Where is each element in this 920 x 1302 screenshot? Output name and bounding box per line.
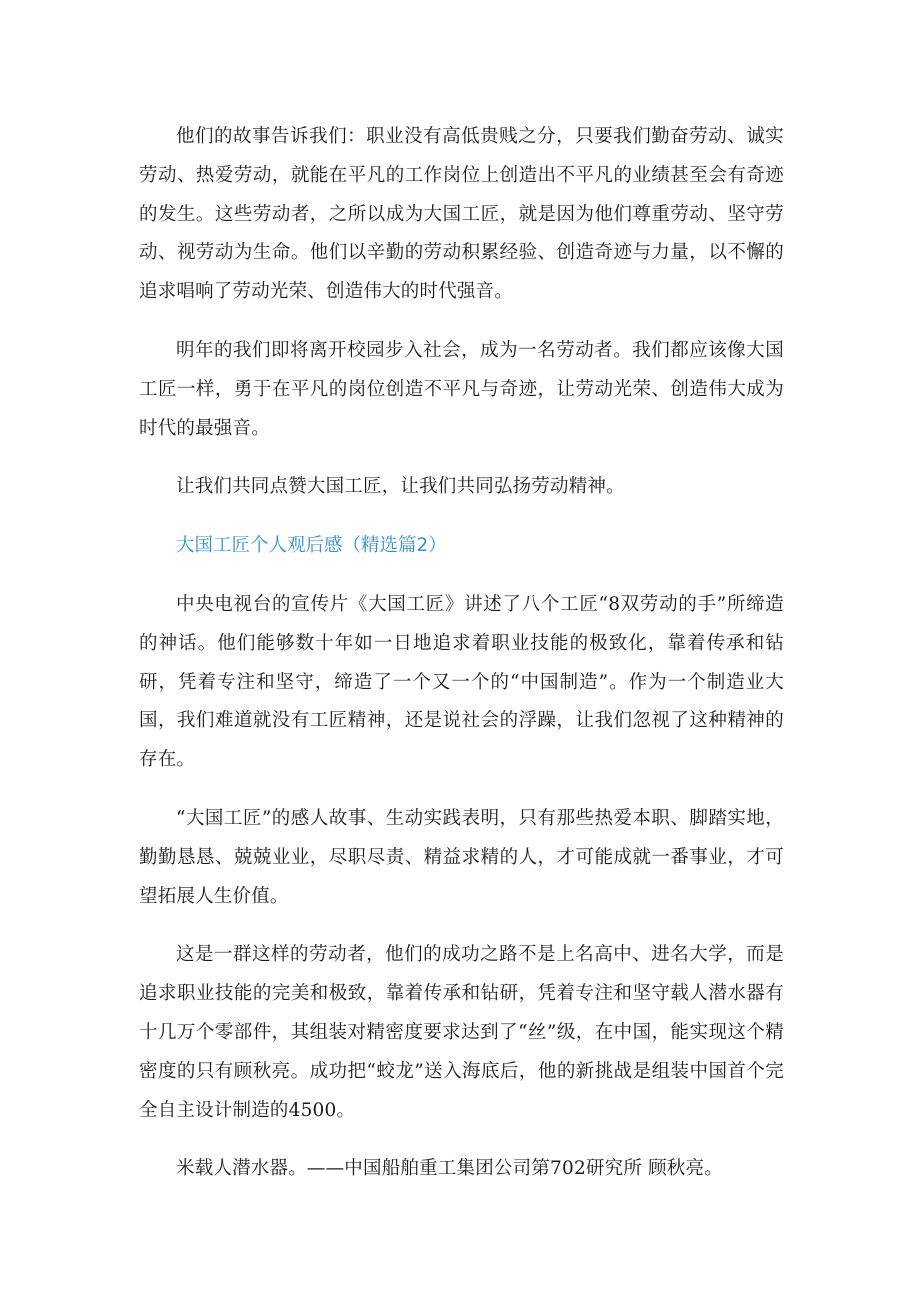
- paragraph-next-year: 明年的我们即将离开校园步入社会，成为一名劳动者。我们都应该像大国工匠一样，勇于在平凡的岗位创造不平凡与奇迹，让劳动光荣、创造伟大成为时代的最强音。: [139, 339, 784, 439]
- paragraph-spacer: [139, 566, 784, 586]
- paragraph-spacer: [139, 312, 784, 332]
- paragraph-spacer: [139, 507, 784, 527]
- paragraph-spacer: [139, 448, 784, 468]
- paragraph-touching-story: “大国工匠”的感人故事、生动实践表明，只有那些热爱本职、脚踏实地，勤勤恳恳、兢兢业业，尽职尽责、精益求精的人，才可能成就一番事业，才可望拓展人生价值。: [139, 807, 784, 907]
- paragraph-labor-story: 他们的故事告诉我们：职业没有高低贵贱之分，只要我们勤奋劳动、诚实劳动、热爱劳动，就能在平凡的工作岗位上创造出不平凡的业绩甚至会有奇迹的发生。这些劳动者，之所以成为大国工匠，就是因为他们尊重劳动、坚守劳动、视劳动为生命。他们以辛勤的劳动积累经验、创造奇迹与力量，以不懈的追求唱响了劳动光荣、创造伟大的时代强音。: [139, 126, 784, 303]
- paragraph-spacer: [139, 780, 784, 800]
- paragraph-spacer: [139, 916, 784, 936]
- paragraph-spacer: [139, 1130, 784, 1150]
- paragraph-submersible: 米载人潜水器。——中国船舶重工集团公司第702研究所 顾秋亮。: [176, 1158, 723, 1180]
- paragraph-praise: 让我们共同点赞大国工匠，让我们共同弘扬劳动精神。: [176, 476, 625, 498]
- paragraph-cctv-film: 中央电视台的宣传片《大国工匠》讲述了八个工匠“8双劳动的手”所缔造的神话。他们能够数十年如一日地追求着职业技能的极致化，靠着传承和钻研，凭着专注和坚守，缔造了一个又一个的“中国制造”。作为一个制造业大国，我们难道就没有工匠精神，还是说社会的浮躁，让我们忽视了这种精神的存在。: [139, 593, 784, 771]
- paragraph-gu-qiuliang: 这是一群这样的劳动者，他们的成功之路不是上名高中、进名大学，而是追求职业技能的完美和极致，靠着传承和钻研，凭着专注和坚守载人潜水器有十几万个零部件，其组装对精密度要求达到了“丝”级，在中国，能实现这个精密度的只有顾秋亮。成功把“蛟龙”送入海底后，他的新挑战是组装中国首个完全自主设计制造的4500。: [139, 944, 784, 1121]
- section-heading: 大国工匠个人观后感（精选篇2）: [176, 535, 447, 557]
- document-body: [139, 118, 784, 1189]
